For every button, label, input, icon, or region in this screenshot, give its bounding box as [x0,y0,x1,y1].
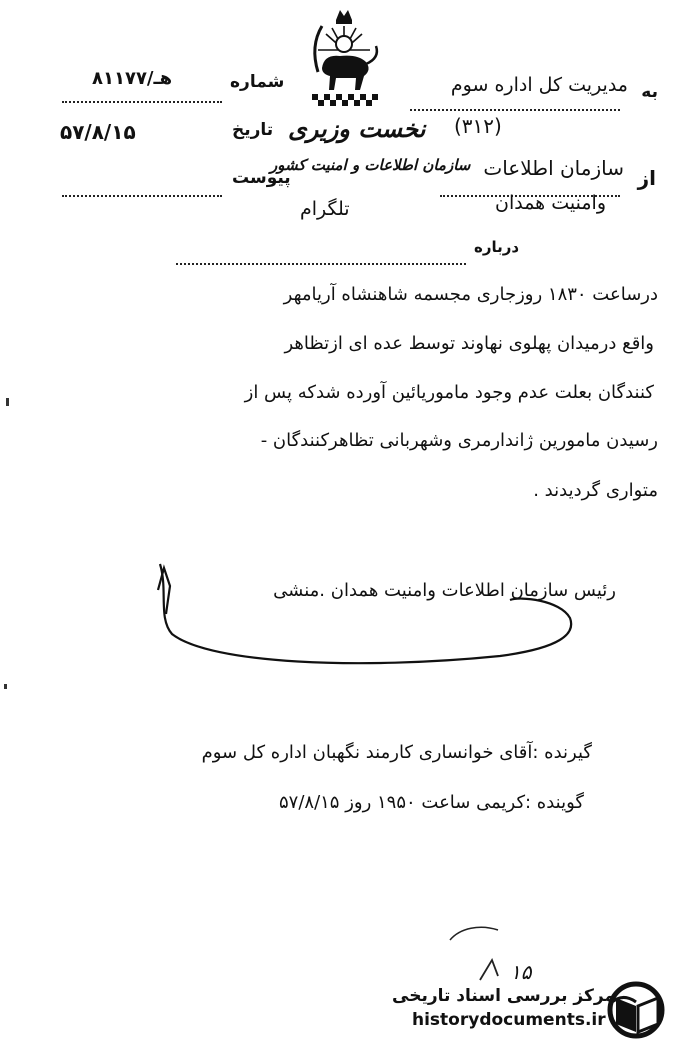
handwritten-scribble [440,910,540,994]
body-line-1: درساعت ۱۸۳۰ روزجاری مجسمه شاهنشاه آریامهر [283,284,658,305]
sender-line: گوینده :کریمی ساعت ۱۹۵۰ روز ۵۷/۸/۱۵ [279,792,584,813]
organization-title: نخست وزیری [288,114,426,143]
body-line-2: واقع درمیدان پهلوی نهاوند توسط عده ای ازتظاهر [284,333,654,354]
date-value: ۵۷/۸/۱۵ [60,120,136,144]
from-value-line1: سازمان اطلاعات [483,156,624,180]
to-value-text: مدیریت کل اداره سوم [450,74,628,96]
margin-mark [6,398,9,406]
margin-mark [4,684,7,689]
from-value-line2: وامنیت همدان [494,192,606,214]
from-label: از [637,166,656,190]
number-underline [62,88,222,107]
reference-code: (۳۱۲) [454,114,502,138]
lion-and-sun-emblem-icon [300,6,386,106]
subject-underline [176,250,466,269]
date-label: تاریخ [232,120,274,140]
watermark-url: historydocuments.ir [412,1010,606,1030]
body-line-4: رسیدن مامورین ژاندارمری وشهربانی تظاهرکنندگان - [260,430,658,451]
to-label: به [641,82,658,102]
attachment-label: پیوست [232,168,291,188]
number-value: ۸۱۱۷۷/هـ [92,68,173,89]
to-underline [410,96,620,115]
signature-text: رئیس سازمان اطلاعات وامنیت همدان .منشی [273,580,616,601]
telegram-label: تلگرام [300,198,350,220]
to-value [451,74,628,96]
signature-scribble [140,560,580,674]
body-line-5: متواری گردیدند . [533,480,658,501]
handwritten-note: ۱۵ [510,960,532,984]
receiver-line: گیرنده :آقای خوانساری کارمند نگهبان اداره کل سوم [201,742,592,763]
subject-label: درباره [474,238,520,256]
agency-name: سازمان اطلاعات و امنیت کشور [270,156,471,174]
number-label: شماره [230,72,285,92]
watermark-title: مرکز بررسی اسناد تاریخی [392,986,615,1006]
body-line-3: کنندگان بعلت عدم وجود ماموریائین آورده شدکه پس از [244,382,654,403]
attachment-underline [62,182,222,201]
